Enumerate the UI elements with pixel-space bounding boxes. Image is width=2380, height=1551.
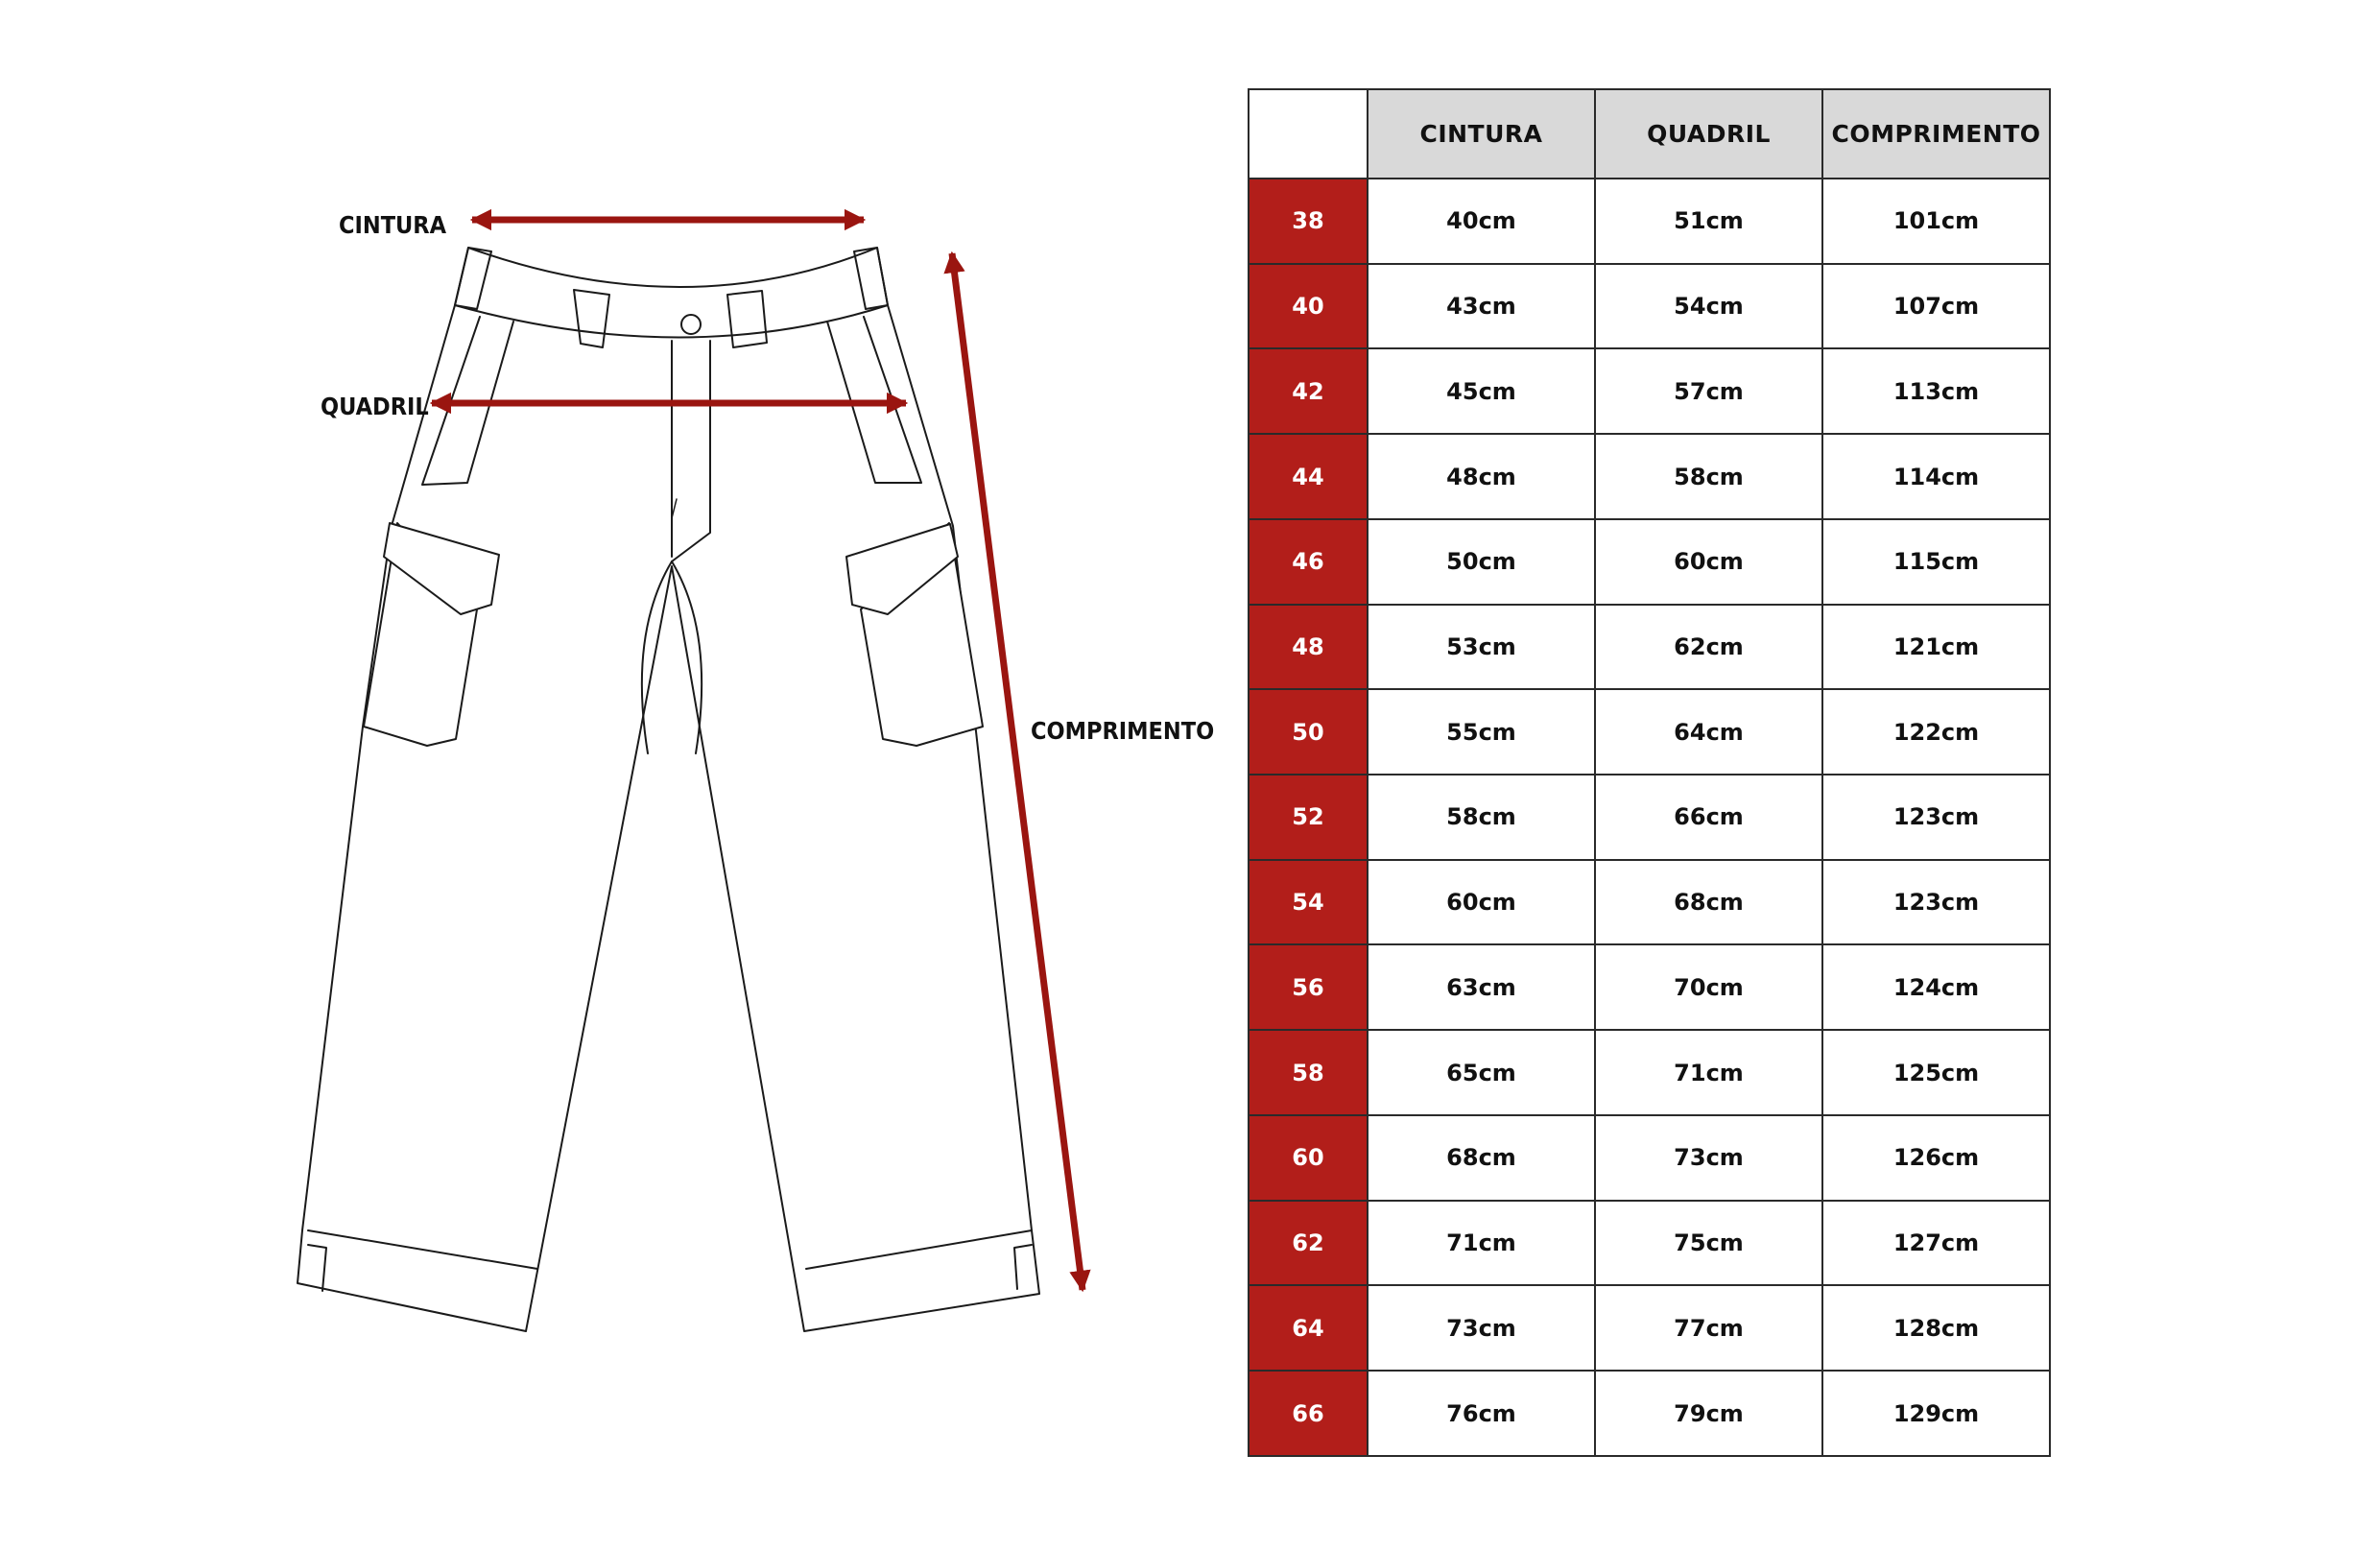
size-cell: 44: [1249, 434, 1368, 519]
double-arrow-icon: [432, 220, 1083, 1290]
length-cell: 113cm: [1822, 348, 2050, 434]
size-cell: 56: [1249, 944, 1368, 1030]
length-label: COMPRIMENTO: [1031, 717, 1215, 745]
hip-cell: 51cm: [1595, 179, 1822, 264]
table-row: [1249, 1030, 2050, 1115]
table-row: [1249, 1371, 2050, 1456]
waist-cell: 40cm: [1368, 179, 1595, 264]
length-cell: 125cm: [1822, 1030, 2050, 1115]
hip-cell: 64cm: [1595, 689, 1822, 775]
table-row: [1249, 1285, 2050, 1371]
table-header-row: [1249, 89, 2050, 179]
header-waist: CINTURA: [1368, 89, 1595, 179]
hip-cell: 75cm: [1595, 1201, 1822, 1286]
table-row: [1249, 944, 2050, 1030]
table-row: [1249, 264, 2050, 349]
size-cell: 38: [1249, 179, 1368, 264]
waist-cell: 76cm: [1368, 1371, 1595, 1456]
hip-cell: 73cm: [1595, 1115, 1822, 1201]
size-cell: 42: [1249, 348, 1368, 434]
length-cell: 127cm: [1822, 1201, 2050, 1286]
hip-cell: 68cm: [1595, 860, 1822, 945]
waist-cell: 53cm: [1368, 605, 1595, 690]
length-cell: 122cm: [1822, 689, 2050, 775]
hip-cell: 62cm: [1595, 605, 1822, 690]
table-row: [1249, 1201, 2050, 1286]
table-row: [1249, 860, 2050, 945]
hip-cell: 58cm: [1595, 434, 1822, 519]
hip-cell: 57cm: [1595, 348, 1822, 434]
waist-cell: 65cm: [1368, 1030, 1595, 1115]
size-cell: 46: [1249, 519, 1368, 605]
header-length: COMPRIMENTO: [1822, 89, 2050, 179]
hip-cell: 66cm: [1595, 775, 1822, 860]
hip-cell: 70cm: [1595, 944, 1822, 1030]
hip-cell: 54cm: [1595, 264, 1822, 349]
hip-cell: 71cm: [1595, 1030, 1822, 1115]
table-row: [1249, 348, 2050, 434]
length-cell: 123cm: [1822, 860, 2050, 945]
waist-cell: 73cm: [1368, 1285, 1595, 1371]
waist-cell: 43cm: [1368, 264, 1595, 349]
size-cell: 50: [1249, 689, 1368, 775]
length-cell: 121cm: [1822, 605, 2050, 690]
waist-cell: 55cm: [1368, 689, 1595, 775]
waist-label: CINTURA: [339, 211, 447, 239]
waist-cell: 60cm: [1368, 860, 1595, 945]
size-table: [1248, 88, 2051, 1457]
length-cell: 107cm: [1822, 264, 2050, 349]
waist-cell: 63cm: [1368, 944, 1595, 1030]
length-cell: 101cm: [1822, 179, 2050, 264]
table-row: [1249, 434, 2050, 519]
table-row: [1249, 519, 2050, 605]
hip-cell: 60cm: [1595, 519, 1822, 605]
length-cell: 128cm: [1822, 1285, 2050, 1371]
waist-cell: 71cm: [1368, 1201, 1595, 1286]
waist-cell: 58cm: [1368, 775, 1595, 860]
length-cell: 123cm: [1822, 775, 2050, 860]
size-cell: 66: [1249, 1371, 1368, 1456]
hip-cell: 79cm: [1595, 1371, 1822, 1456]
table-row: [1249, 689, 2050, 775]
waist-cell: 45cm: [1368, 348, 1595, 434]
size-cell: 60: [1249, 1115, 1368, 1201]
size-cell: 48: [1249, 605, 1368, 690]
size-cell: 54: [1249, 860, 1368, 945]
header-hip: QUADRIL: [1595, 89, 1822, 179]
table-row: [1249, 179, 2050, 264]
length-cell: 129cm: [1822, 1371, 2050, 1456]
waist-cell: 48cm: [1368, 434, 1595, 519]
waist-cell: 50cm: [1368, 519, 1595, 605]
waist-cell: 68cm: [1368, 1115, 1595, 1201]
size-cell: 40: [1249, 264, 1368, 349]
length-cell: 115cm: [1822, 519, 2050, 605]
length-cell: 124cm: [1822, 944, 2050, 1030]
table-body: [1249, 179, 2050, 1456]
size-cell: 52: [1249, 775, 1368, 860]
size-cell: 58: [1249, 1030, 1368, 1115]
table-row: [1249, 775, 2050, 860]
corner-cell: [1249, 89, 1368, 179]
length-cell: 126cm: [1822, 1115, 2050, 1201]
size-cell: 64: [1249, 1285, 1368, 1371]
hip-cell: 77cm: [1595, 1285, 1822, 1371]
size-cell: 62: [1249, 1201, 1368, 1286]
length-arrow: [952, 253, 1083, 1290]
hip-label: QUADRIL: [321, 393, 429, 420]
table-row: [1249, 605, 2050, 690]
table-row: [1249, 1115, 2050, 1201]
length-cell: 114cm: [1822, 434, 2050, 519]
